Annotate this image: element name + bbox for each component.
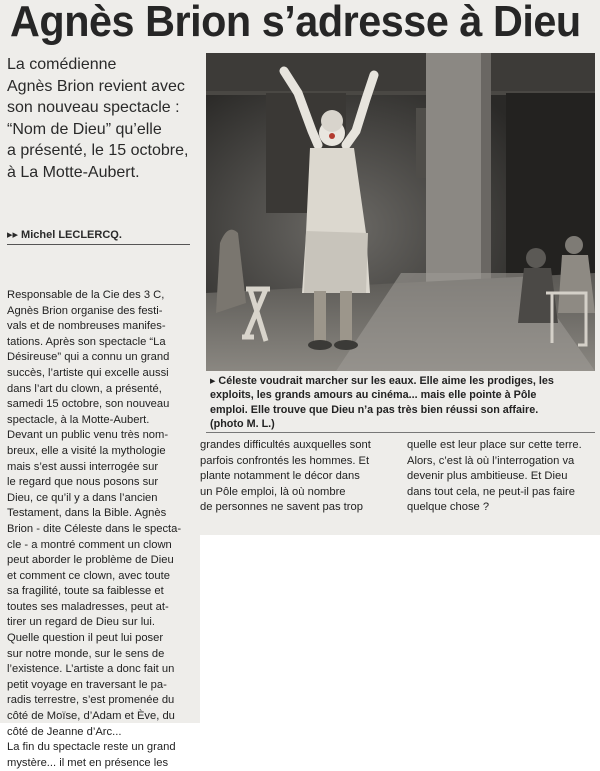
body-text-line: dans tout cela, ne peut-il pas faire bbox=[407, 485, 575, 498]
body-text-line: Alors, c’est là où l’interrogation va bbox=[407, 454, 575, 467]
byline-author: Michel LECLERCQ. bbox=[21, 229, 122, 241]
caption-line-text: Céleste voudrait marcher sur les eaux. Elle aime les prodiges, les bbox=[218, 375, 554, 387]
standfirst-line: Agnès Brion revient avec bbox=[7, 77, 185, 95]
article-byline bbox=[7, 228, 187, 241]
article-body-column-3 bbox=[407, 438, 597, 516]
stage-photo-illustration bbox=[206, 53, 595, 371]
body-text-line: Responsable de la Cie des 3 C, bbox=[7, 289, 165, 301]
body-text-line: toutes ses maladresses, peut at- bbox=[7, 600, 169, 613]
body-text-line: radis terrestre, s’est promenée du bbox=[7, 694, 175, 707]
body-text-line: devenir plus ambitieuse. Et Dieu bbox=[407, 470, 568, 483]
standfirst-line: a présenté, le 15 octobre, bbox=[7, 142, 189, 159]
article-headline: Agnès Brion s’adresse à Dieu bbox=[10, 0, 581, 46]
standfirst-line: son nouveau spectacle : bbox=[7, 99, 180, 116]
body-text-line: vals et de nombreuses manifes- bbox=[7, 320, 166, 333]
body-text-line: Quelle question il peut lui poser bbox=[7, 632, 164, 645]
body-text-line: Devant un public venu très nom- bbox=[7, 429, 169, 442]
body-text-line: dans l’art du clown, a présenté, bbox=[7, 382, 162, 395]
article-body-column-1 bbox=[7, 288, 193, 771]
byline-divider bbox=[7, 244, 190, 245]
body-text-line: quelque chose ? bbox=[407, 501, 490, 514]
body-text-line: succès, l’artiste qui excelle aussi bbox=[7, 366, 169, 379]
body-text-line: peut aborder le problème de Dieu bbox=[7, 554, 174, 567]
body-text-line: sa fragilité, toute sa faiblesse et bbox=[7, 585, 164, 598]
body-text-line: de personnes ne savent pas trop bbox=[200, 501, 363, 514]
body-text-line: et comment ce clown, avec toute bbox=[7, 569, 170, 582]
article-photo bbox=[206, 53, 595, 371]
body-text-line: tirer un regard de Dieu sur lui. bbox=[7, 616, 155, 629]
body-text-line: tations. Après son spectacle “La bbox=[7, 335, 166, 348]
body-text-line: Brion - dite Céleste dans le specta- bbox=[7, 522, 182, 535]
body-text-line: mystère... il met en présence les bbox=[7, 756, 169, 769]
body-text-line: grandes difficultés auxquelles sont bbox=[200, 439, 371, 451]
caption-line: emploi. Elle trouve que Dieu n’a pas très bien réussi son affaire. bbox=[210, 403, 539, 416]
body-text-line: Agnès Brion organise des festi- bbox=[7, 304, 163, 317]
body-text-line: petit voyage en traversant le pa- bbox=[7, 678, 167, 691]
body-text-line: cle - a montré comment un clown bbox=[7, 538, 172, 551]
body-text-line: plante notamment le décor dans bbox=[200, 470, 360, 483]
body-text-line: Dieu, ce qu’il y a dans l’ancien bbox=[7, 491, 158, 504]
body-text-line: parfois confrontés les hommes. Et bbox=[200, 454, 370, 467]
body-text-line: l’existence. L’artiste a donc fait un bbox=[7, 663, 175, 676]
body-text-line: samedi 15 octobre, son nouveau bbox=[7, 398, 170, 411]
body-text-line: quelle est leur place sur cette terre. bbox=[407, 439, 582, 451]
body-text-line: le regard que nous posons sur bbox=[7, 476, 159, 489]
caption-divider bbox=[206, 432, 595, 433]
body-text-line: un Pôle emploi, là où nombre bbox=[200, 485, 346, 498]
caption-credit: (photo M. L.) bbox=[210, 418, 275, 431]
body-text-line: Désireuse” qui a connu un grand bbox=[7, 351, 170, 364]
body-text-line: côté de Moïse, d’Adam et Ève, du bbox=[7, 710, 175, 723]
body-text-line: spectacle, à la Motte-Aubert. bbox=[7, 413, 150, 426]
body-text-line: Testament, dans la Bible. Agnès bbox=[7, 507, 167, 520]
body-text-line: côté de Jeanne d’Arc... bbox=[7, 725, 122, 738]
article-standfirst bbox=[7, 54, 197, 183]
body-text-line: La fin du spectacle reste un grand bbox=[7, 741, 176, 754]
caption-line bbox=[210, 374, 594, 388]
byline-arrow-icon: ▸▸ bbox=[7, 229, 19, 241]
body-text-line: sur notre monde, sur le sens de bbox=[7, 647, 165, 660]
standfirst-line: à La Motte-Aubert. bbox=[7, 163, 140, 181]
standfirst-line: La comédienne bbox=[7, 56, 117, 73]
article-body-column-2 bbox=[200, 438, 396, 516]
caption-arrow-icon: ▸ bbox=[210, 375, 216, 387]
body-text-line: breux, elle a visité la mythologie bbox=[7, 444, 166, 457]
standfirst-line: “Nom de Dieu” qu’elle bbox=[7, 120, 162, 138]
body-text-line: mais s’est aussi interrogée sur bbox=[7, 460, 159, 473]
photo-caption bbox=[210, 374, 594, 432]
caption-line: exploits, les grands amours au cinéma... mais elle pointe à Pôle bbox=[210, 389, 537, 402]
